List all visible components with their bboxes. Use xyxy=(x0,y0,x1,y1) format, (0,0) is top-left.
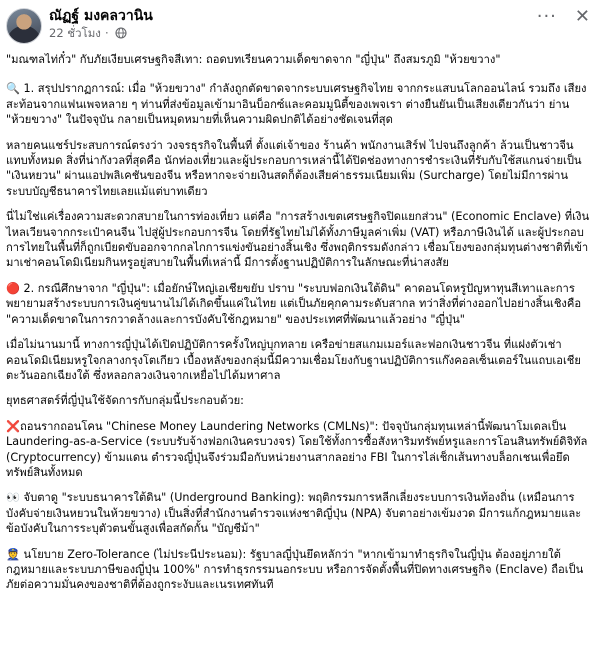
section-2-text: 2. กรณีศึกษาจาก "ญี่ปุ่น": เมื่อยักษ์ใหญ่เอเชียขยับ ปราบ "ระบบฟอกเงินใต้ดิน" คาดอนโดหรูปัญหาทุนสีเทาและการพยายามสร้างระบบการเงินคู่ขนานไม่ได้เกิดขึ้นแค่ในไทย แต่เป็นภัยคุกคามระดับสากล ทว่าสิ่งที่ต่างออกไปอย่างสิ้นเชิงคือ "ความเด็ดขาดในการกวาดล้างและการบังคับใช้กฎหมาย" ของประเทศที่พัฒนาแล้วอย่าง "ญี่ปุ่น" xyxy=(6,281,582,326)
meta-separator: · xyxy=(104,26,109,40)
strategy-item-underground-banking xyxy=(6,490,590,536)
section-1-text: 1. สรุปปรากฏการณ์: เมื่อ "ห้วยขวาง" กำลังถูกตัดขาดจากระบบเศรษฐกิจไทย จากกระแสบนโลกออนไลน์ รวมถึง เสียงสะท้อนจากแฟนเพจหลาย ๆ ท่านที่ส่งข้อมูลเข้ามาอินบ็อกซ์และคอมมูนิตี้ของเพจเรา ต่างยืนยันเป็นเสียงเดียวกันว่า ย่าน "ห้วยขวาง" ในปัจจุบัน กลายเป็นหมุดหมายที่เห็นความผิดปกติได้อย่างชัดเจนที่สุด xyxy=(6,82,587,127)
more-options-icon[interactable]: ··· xyxy=(536,6,557,27)
section-2-paragraph xyxy=(6,281,590,327)
header-actions xyxy=(536,6,590,27)
strategy-item-cmlns-text: ถอนรากถอนโคน "Chinese Money Laundering Networks (CMLNs)": ปัจจุบันกลุ่มทุนเหล่านี้พัฒนาโมเดลเป็น Laundering-as-a-Service (ระบบรับจ้างฟอกเงินครบวงจร) โดยใช้ทั้งการซื้อสังหาริมทรัพย์หรูและการโอนสินทรัพย์ดิจิทัล (Cryptocurrency) ข้ามแดน ตำรวจญี่ปุ่นจึงร่วมมือกับหน่วยงานสากลอย่าง FBI ในการไล่เช็กเส้นทางบล็อกเชนเพื่อยึดทรัพย์สินทั้งหมด xyxy=(6,419,588,479)
eyes-icon: 👀 xyxy=(6,491,20,505)
strategy-item-zero-tolerance xyxy=(6,547,590,593)
author-block xyxy=(49,8,153,41)
police-officer-icon: 👮 xyxy=(6,547,20,561)
paragraph-experience: หลายคนแชร์ประสบการณ์ตรงว่า วงจรธุรกิจในพื้นที่ ตั้งแต่เจ้าของ ร้านค้า พนักงานเสิร์ฟ ไปจนถึงลูกค้า ล้วนเป็นชาวจีนแทบทั้งหมด สิ่งที่น่ากังวลที่สุดคือ นักท่องเที่ยวและผู้ประกอบการเหล่านี้ได้ปิดช่องทางการชำระเงินที่รับกับใช้สแกนจ่ายเป็น "เงินหยวน" ผ่านแอปพลิเคชันของจีน หรือหากจะจ่ายเงินสดก็ต้องเสียค่าธรรมเนียมเพิ่ม (Surcharge) โดยไม่มีการผ่านระบบบัญชีธนาคารไทยเลยแม้แต่บาทเดียว xyxy=(6,138,582,198)
post-meta xyxy=(49,25,153,41)
post-header xyxy=(6,8,590,48)
globe-icon[interactable] xyxy=(115,27,127,39)
post-body xyxy=(6,52,590,593)
author-name[interactable]: ณัฏฐ์ มงคลวานิน xyxy=(49,8,153,24)
post-headline: "มณฑลไท่กั๋ว" กับภัยเงียบเศรษฐกิจสีเทา: ถอดบทเรียนความเด็ดขาดจาก "ญี่ปุ่น" ถึงสมรภูมิ "ห้วยขวาง" xyxy=(6,53,501,66)
avatar[interactable] xyxy=(6,8,42,44)
strategy-item-cmlns xyxy=(6,419,590,481)
paragraph-strategy-intro: ยุทธศาสตร์ที่ญี่ปุ่นใช้จัดการกับกลุ่มนี้ประกอบด้วย: xyxy=(6,394,244,408)
cross-icon: ❌ xyxy=(6,419,20,433)
strategy-item-underground-banking-text: จับตาดู "ระบบธนาคารใต้ดิน" (Underground Banking): พฤติกรรมการหลีกเลี่ยงระบบการเงินท้องถิ่น (เหมือนการบังคับจ่ายเงินหยวนในห้วยขวาง) เป็นสิ่งที่สำนักงานตำรวจแห่งชาติญี่ปุ่น (NPA) จับตาอย่างเข้มงวด มีการแก้กฎหมายและข้อบังคับในการระบุตัวตนขั้นสูงเพื่อสกัดกั้น "บัญชีม้า" xyxy=(6,491,582,536)
section-1-paragraph xyxy=(6,81,590,127)
paragraph-japan-raid: เมื่อไม่นานมานี้ ทางการญี่ปุ่นได้เปิดปฏิบัติการครั้งใหญ่บุกทลาย เครือข่ายสแกมเมอร์และฟอกเงินชาวจีน ที่แฝงตัวเช่าคอนโดมิเนียมหรูใจกลางกรุงโตเกียว เบื้องหลังของกลุ่มนี้มีความเชื่อมโยงกับฐานปฏิบัติการแก๊งคอลเซ็นเตอร์ในแถบเอเชียตะวันออกเฉียงใต้ ซึ่งหลอกลวงเงินจากเหยื่อไปได้มหาศาล xyxy=(6,338,581,382)
red-dot-icon: 🔴 xyxy=(6,281,20,295)
post-timestamp[interactable]: 22 ชั่วโมง xyxy=(49,26,101,40)
strategy-item-zero-tolerance-text: นโยบาย Zero-Tolerance (ไม่ประนีประนอม): รัฐบาลญี่ปุ่นยึดหลักว่า "หากเข้ามาทำธุรกิจในญี่ปุ่น ต้องอยู่ภายใต้กฎหมายและระบบภาษีของญี่ปุ่น 100%" การทำธุรกรรมนอกระบบ หรือการจัดตั้งพื้นที่ปิดทางเศรษฐกิจ (Enclave) ถือเป็นภัยต่อความมั่นคงของชาติที่ต้องถูกระงับและเนรเทศทันที xyxy=(6,547,584,592)
paragraph-enclave: นี่ไม่ใช่แค่เรื่องความสะดวกสบายในการท่องเที่ยว แต่คือ "การสร้างเขตเศรษฐกิจปิดแยกส่วน" (Economic Enclave) ที่เงินไหลเวียนจากกระเป๋าคนจีน ไปสู่ผู้ประกอบการจีน โดยที่รัฐไทยไม่ได้ทั้งภาษีมูลค่าเพิ่ม (VAT) หรือภาษีเงินได้ และผู้ประกอบการไทยในพื้นที่ก็ถูกเบียดขับออกจากกลไกการแข่งขันอย่างสิ้นเชิง ซึ่งพฤติกรรมดังกล่าว เชื่อมโยงของกลุ่มทุนต่างชาติที่เข้ามาเช่าคอนโดมิเนียมกินหรูอยู่สบายในพื้นที่เหล่านี้ มีการตั้งฐานปฏิบัติการในลักษณะที่น่าสงสัย xyxy=(6,210,590,270)
magnifier-icon: 🔍 xyxy=(6,82,20,96)
close-icon[interactable]: ✕ xyxy=(574,6,590,27)
